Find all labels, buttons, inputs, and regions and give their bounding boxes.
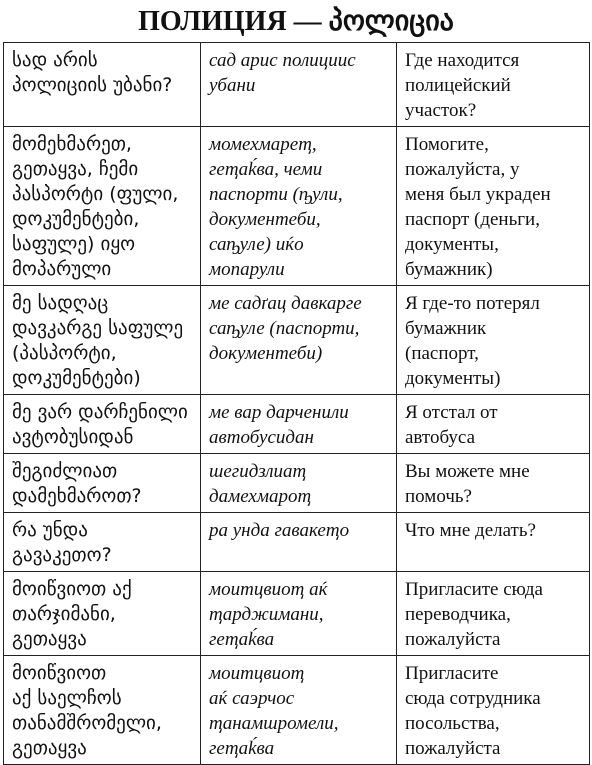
cell-line: автобусидан — [209, 427, 314, 448]
cell-line: полицейский — [405, 75, 511, 96]
cell-line: ме вар дарченили — [209, 402, 349, 423]
russian-cell — [397, 513, 590, 572]
table-row — [4, 656, 590, 765]
georgian-cell — [4, 127, 201, 286]
cell-line: бумажник — [405, 318, 487, 339]
cell-line: ме садґац давкарге — [209, 293, 362, 314]
cell-line: გავაკეთო? — [12, 544, 112, 566]
table-row — [4, 127, 590, 286]
transliteration-cell — [201, 513, 397, 572]
cell-line: момехмареҭ, — [209, 134, 317, 155]
russian-cell — [397, 656, 590, 765]
cell-line: шегидзлиаҭ — [209, 461, 307, 482]
phrase-table-body — [4, 43, 590, 765]
cell-line: участок? — [405, 100, 477, 121]
cell-line: посольства, — [405, 713, 500, 734]
table-row — [4, 395, 590, 454]
cell-line: თარჯიმანი, — [12, 603, 116, 625]
cell-line: сад арис полициис — [209, 50, 356, 71]
cell-line: бумажник) — [405, 259, 493, 280]
cell-line: дамехмароҭ — [209, 486, 312, 507]
cell-line: აქ საელჩოს — [12, 687, 122, 709]
cell-line: Помогите, — [405, 134, 489, 155]
cell-line: რა უნდა — [12, 519, 88, 541]
russian-cell — [397, 43, 590, 127]
cell-line: саҧуле) иќо — [209, 234, 304, 255]
cell-line: документы, — [405, 234, 499, 255]
cell-line: пожалуйста — [405, 738, 501, 759]
cell-line: (პასპორტი, — [12, 342, 117, 364]
cell-line: сюда сотрудника — [405, 688, 541, 709]
table-row — [4, 454, 590, 513]
transliteration-cell — [201, 43, 397, 127]
cell-line: დოკუმენტები) — [12, 367, 141, 389]
table-row — [4, 572, 590, 656]
cell-line: პოლიციის უბანი? — [12, 74, 173, 96]
transliteration-cell — [201, 395, 397, 454]
cell-line: документеби) — [209, 343, 323, 364]
cell-line: паспорти (ҧули, — [209, 184, 343, 205]
cell-line: мопарули — [209, 259, 285, 280]
georgian-cell — [4, 656, 201, 765]
georgian-cell — [4, 454, 201, 513]
cell-line: მე სადღაც — [12, 292, 109, 314]
cell-line: Вы можете мне — [405, 461, 530, 482]
cell-line: переводчика, — [405, 604, 511, 625]
transliteration-cell — [201, 127, 397, 286]
cell-line: საფულე) იყო — [12, 233, 136, 255]
transliteration-cell — [201, 572, 397, 656]
georgian-cell — [4, 43, 201, 127]
georgian-cell — [4, 513, 201, 572]
cell-line: ავტობუსიდან — [12, 426, 134, 448]
russian-cell — [397, 286, 590, 395]
russian-cell — [397, 127, 590, 286]
cell-line: (паспорт, — [405, 343, 479, 364]
cell-line: პასპორტი (ფული, — [12, 183, 179, 205]
cell-line: შეგიძლიათ — [12, 460, 118, 482]
transliteration-cell — [201, 286, 397, 395]
cell-line: Я отстал от — [405, 402, 498, 423]
cell-line: убани — [209, 75, 256, 96]
cell-line: დავკარგე საფულე — [12, 317, 184, 339]
cell-line: паспорт (деньги, — [405, 209, 540, 230]
cell-line: მომეხმარეთ, — [12, 133, 132, 155]
cell-line: ҭанамшромели, — [209, 713, 339, 734]
table-row — [4, 43, 590, 127]
cell-line: саҧуле (паспорти, — [209, 318, 360, 339]
russian-cell — [397, 395, 590, 454]
page-title: ПОЛИЦИЯ — პოლიცია — [138, 6, 454, 37]
russian-cell — [397, 454, 590, 513]
cell-line: пожалуйста, у — [405, 159, 520, 180]
georgian-cell — [4, 395, 201, 454]
transliteration-cell — [201, 656, 397, 765]
cell-line: моитцвиоҭ — [209, 663, 305, 684]
cell-line: დოკუმენტები, — [12, 208, 140, 230]
cell-line: аќ саэрчос — [209, 688, 295, 709]
cell-line: დამეხმაროთ? — [12, 485, 142, 507]
cell-line: გეთაყვა, ჩემი — [12, 158, 139, 180]
table-row — [4, 513, 590, 572]
cell-line: меня был украден — [405, 184, 551, 205]
cell-line: Пригласите — [405, 663, 499, 684]
cell-line: ҭарджимани, — [209, 604, 324, 625]
cell-line: სად არის — [12, 49, 98, 71]
cell-line: მე ვარ დარჩენილი — [12, 401, 188, 423]
russian-cell — [397, 572, 590, 656]
cell-line: გეთაყვა — [12, 628, 87, 650]
cell-line: მოიწვიოთ — [12, 662, 107, 684]
cell-line: მოპარული — [12, 258, 112, 280]
cell-line: ра унда гавакеҭо — [209, 520, 350, 541]
cell-line: геҭаḱва — [209, 629, 275, 650]
cell-line: автобуса — [405, 427, 476, 448]
cell-line: геҭаḱва, чеми — [209, 159, 323, 180]
cell-line: Я где-то потерял — [405, 293, 540, 314]
table-row — [4, 286, 590, 395]
cell-line: документы) — [405, 368, 501, 389]
georgian-cell — [4, 572, 201, 656]
cell-line: пожалуйста — [405, 629, 501, 650]
cell-line: моитцвиоҭ аќ — [209, 579, 328, 600]
cell-line: გეთაყვა — [12, 737, 87, 759]
georgian-cell — [4, 286, 201, 395]
cell-line: Пригласите сюда — [405, 579, 543, 600]
cell-line: Что мне делать? — [405, 520, 536, 541]
cell-line: თანამშრომელი, — [12, 712, 162, 734]
cell-line: геҭаḱва — [209, 738, 275, 759]
phrase-table — [3, 42, 590, 765]
transliteration-cell — [201, 454, 397, 513]
cell-line: Где находится — [405, 50, 520, 71]
cell-line: помочь? — [405, 486, 472, 507]
cell-line: документеби, — [209, 209, 321, 230]
cell-line: მოიწვიოთ აქ — [12, 578, 132, 600]
